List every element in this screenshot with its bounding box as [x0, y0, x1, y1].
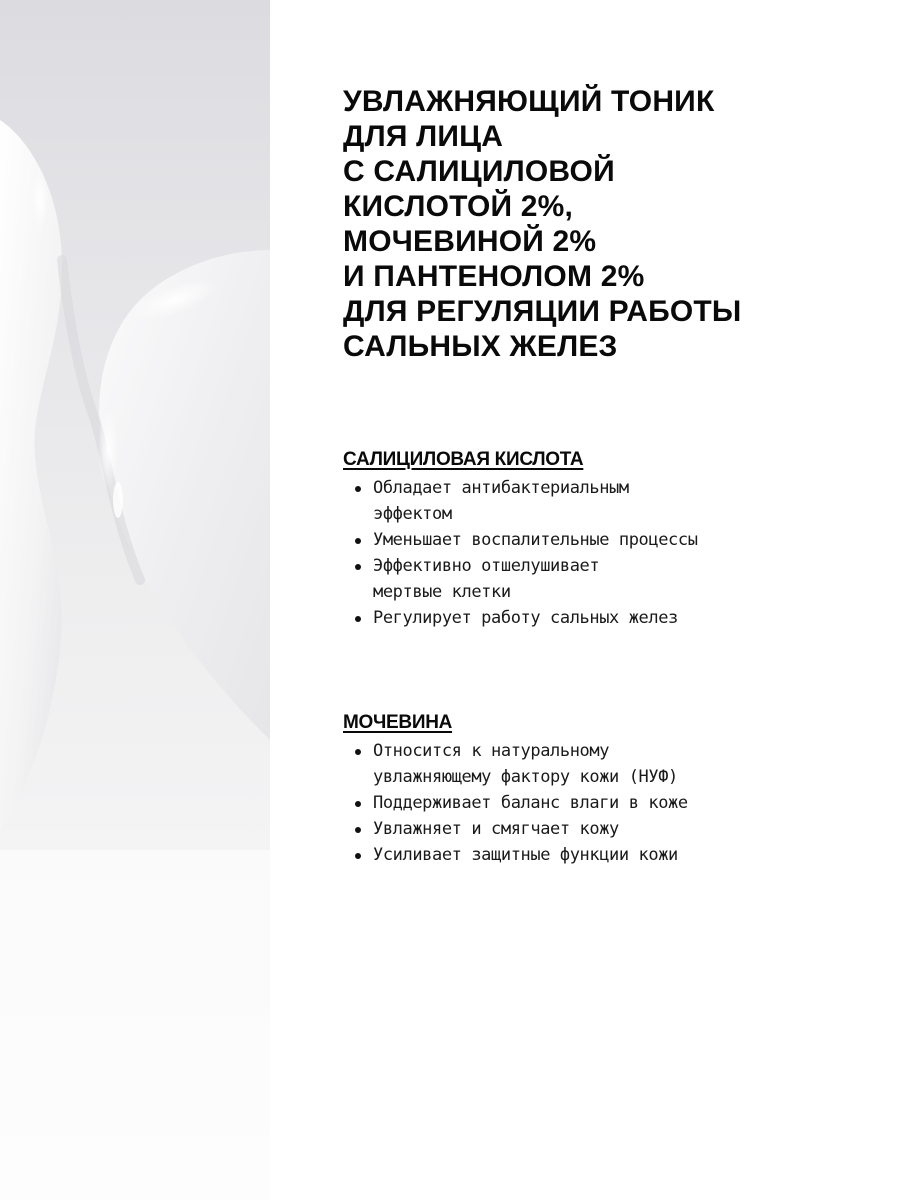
salicylic-acid-section [343, 449, 863, 631]
list-item-text: эффектом [373, 504, 452, 524]
list-item-text: Относится к натуральному [373, 741, 610, 761]
title-line: МОЧЕВИНОЙ 2% [343, 225, 597, 258]
title-line: КИСЛОТОЙ 2%, [343, 190, 574, 223]
list-item-text: Регулирует работу сальных желез [373, 608, 678, 628]
benefits-list [343, 738, 863, 868]
list-item-text: Обладает антибактериальным [373, 478, 629, 498]
list-item [343, 816, 863, 842]
section-heading: САЛИЦИЛОВАЯ КИСЛОТА [343, 449, 584, 470]
list-item [343, 553, 863, 605]
product-description [343, 84, 863, 364]
cream-texture-illustration [0, 0, 270, 1200]
list-item-text: Усиливает защитные функции кожи [373, 845, 678, 865]
list-item [343, 790, 863, 816]
list-item-text: Увлажняет и смягчает кожу [373, 819, 619, 839]
list-item [343, 605, 863, 631]
urea-section [343, 712, 863, 868]
list-item [343, 475, 863, 527]
title-line: С САЛИЦИЛОВОЙ [343, 155, 615, 188]
list-item [343, 527, 863, 553]
title-line: САЛЬНЫХ ЖЕЛЕЗ [343, 330, 618, 363]
title-line: УВЛАЖНЯЮЩИЙ ТОНИК [343, 85, 715, 118]
list-item [343, 842, 863, 868]
list-item-text: Поддерживает баланс влаги в коже [373, 793, 688, 813]
benefits-list [343, 475, 863, 631]
product-texture-image [0, 0, 270, 1200]
title-line: ДЛЯ РЕГУЛЯЦИИ РАБОТЫ [343, 295, 742, 328]
title-line: И ПАНТЕНОЛОМ 2% [343, 260, 645, 293]
list-item-text: мертвые клетки [373, 582, 511, 602]
list-item-text: Уменьшает воспалительные процессы [373, 530, 698, 550]
title-line: ДЛЯ ЛИЦА [343, 120, 504, 153]
product-title [343, 84, 863, 364]
list-item-text: увлажняющему фактору кожи (НУФ) [373, 767, 678, 787]
section-heading: МОЧЕВИНА [343, 712, 453, 733]
list-item-text: Эффективно отшелушивает [373, 556, 600, 576]
list-item [343, 738, 863, 790]
